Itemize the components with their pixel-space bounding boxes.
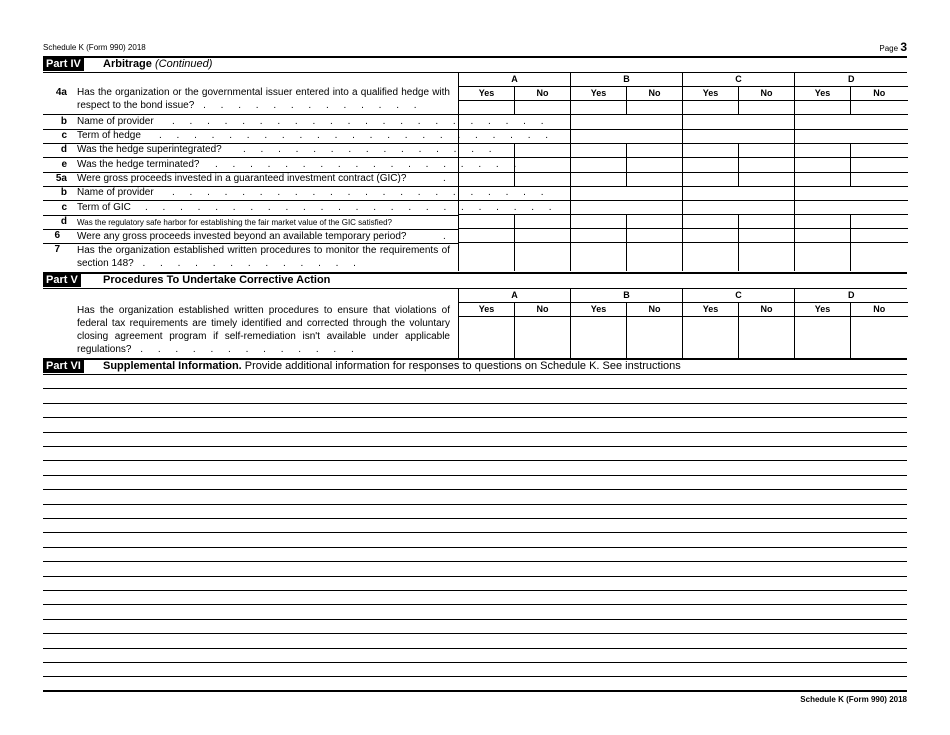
text-cell-5b-d[interactable] (795, 186, 908, 200)
supplemental-line (43, 561, 907, 562)
answer-cell-4a-d-no[interactable] (851, 100, 908, 114)
page-label: Page (879, 44, 899, 53)
answer-cell-4e-d-yes[interactable] (795, 157, 851, 172)
part4-title-main: Arbitrage (103, 58, 152, 70)
page-number (879, 40, 907, 54)
answer-cell-4a-c-yes[interactable] (683, 100, 739, 114)
answer-cell-5a-c-no[interactable] (739, 172, 795, 186)
answer-cell-5d-d-no[interactable] (851, 214, 908, 228)
supplemental-line (43, 504, 907, 505)
yes-header: Yes (795, 302, 851, 316)
question-number: 4a (55, 87, 67, 98)
question-text-5b: Name of provider (77, 187, 154, 198)
answer-cell-5a-a-no[interactable] (515, 172, 571, 186)
answer-cell-6-d-yes[interactable] (795, 228, 851, 242)
col-header-b: B (571, 288, 683, 302)
answer-cell-5d-c-no[interactable] (739, 214, 795, 228)
question-text-4d: Was the hedge superintegrated? (77, 144, 222, 155)
leader-dots: . . . . . . . . . . . . . (131, 344, 360, 355)
answer-cell-4a-b-yes[interactable] (571, 100, 627, 114)
answer-cell-4a-a-yes[interactable] (459, 100, 515, 114)
part5-title: Procedures To Undertake Corrective Action (103, 274, 331, 286)
supplemental-line (43, 576, 907, 577)
text-cell-5b-c[interactable] (683, 186, 795, 200)
part5-question-text: Has the organization established written procedures to ensure that violations of federal tax requirements are timely identified and corrected through the voluntary closing agreement program if self-remediation isn't available under applicable regulations? . . . . . . . . . . . . . (77, 305, 450, 355)
answer-cell-7-d-yes[interactable] (795, 242, 851, 271)
answer-cell-4d-d-yes[interactable] (795, 143, 851, 157)
leader-dots: . (443, 231, 446, 242)
answer-cell-4d-b-yes[interactable] (571, 143, 627, 157)
text-cell-4c-d[interactable] (795, 129, 908, 143)
form-id-footer: Schedule K (Form 990) 2018 (800, 695, 907, 704)
answer-cell-7-b-yes[interactable] (571, 242, 627, 271)
question-number: e (61, 159, 67, 170)
answer-cell-5a-d-no[interactable] (851, 172, 908, 186)
answer-cell-4a-c-no[interactable] (739, 100, 795, 114)
supplemental-line (43, 532, 907, 533)
question-text-6: Were any gross proceeds invested beyond an available temporary period? (77, 231, 407, 242)
answer-cell-5d-d-yes[interactable] (795, 214, 851, 228)
question-number: 5a (55, 173, 67, 184)
text-cell-5c-b[interactable] (571, 200, 683, 214)
answer-cell-7-c-no[interactable] (739, 242, 795, 271)
answer-cell-4e-b-no[interactable] (627, 157, 683, 172)
leader-dots: . . . . . . . . . . . . . . . . . . . . . . (172, 116, 550, 127)
answer-cell-4e-a-no[interactable] (515, 157, 571, 172)
yes-header: Yes (571, 302, 627, 316)
col-header-d: D (795, 72, 908, 86)
answer-cell-p5-b-yes[interactable] (571, 316, 627, 358)
supplemental-line (43, 432, 907, 433)
answer-cell-5a-b-no[interactable] (627, 172, 683, 186)
text-cell-4b-d[interactable] (795, 114, 908, 129)
answer-cell-5d-a-no[interactable] (515, 214, 571, 228)
supplemental-line (43, 374, 907, 375)
answer-cell-p5-c-yes[interactable] (683, 316, 739, 358)
leader-dots: . . . . . . . . . . . . . (194, 100, 423, 111)
answer-cell-5a-d-yes[interactable] (795, 172, 851, 186)
answer-cell-5a-b-yes[interactable] (571, 172, 627, 186)
no-header: No (627, 302, 683, 316)
no-header: No (739, 86, 795, 100)
part6-subtitle: Provide additional information for responses to questions on Schedule K. See instructions (244, 360, 681, 372)
leader-dots: . . . . . . . . . . . . . . . . . . . . . . . . (145, 202, 558, 213)
question-text-7: Has the organization established written procedures to monitor the requirements of section 148? . . . . . . . . . . . . . (77, 245, 450, 269)
no-header: No (515, 302, 571, 316)
answer-cell-p5-a-no[interactable] (515, 316, 571, 358)
answer-cell-p5-b-no[interactable] (627, 316, 683, 358)
question-number: c (61, 202, 67, 213)
col-header-b: B (571, 72, 683, 86)
text-cell-4c-c[interactable] (683, 129, 795, 143)
text-cell-5c-c[interactable] (683, 200, 795, 214)
answer-cell-7-d-no[interactable] (851, 242, 908, 271)
no-header: No (851, 86, 908, 100)
answer-cell-4d-c-no[interactable] (739, 143, 795, 157)
answer-cell-6-a-yes[interactable] (459, 228, 515, 242)
leader-dots: . . . . . . . . . . . . . . . . . . (215, 159, 523, 170)
part6-title-main: Supplemental Information. (103, 360, 242, 372)
supplemental-line (43, 475, 907, 476)
supplemental-line (43, 633, 907, 634)
question-number: 7 (54, 244, 60, 255)
part4-title (103, 57, 212, 71)
supplemental-line (43, 619, 907, 620)
yes-header: Yes (459, 86, 515, 100)
question-number: d (60, 216, 67, 227)
text-cell-4b-c[interactable] (683, 114, 795, 129)
no-header: No (739, 302, 795, 316)
part4-tag: Part IV (43, 57, 84, 71)
answer-cell-4e-d-no[interactable] (851, 157, 908, 172)
question-text-5c: Term of GIC (77, 202, 131, 213)
col-header-a: A (459, 72, 571, 86)
answer-cell-5d-b-yes[interactable] (571, 214, 627, 228)
question-text-4a: Has the organization or the governmental issuer entered into a qualified hedge with respect to the bond issue? . . . . . . . . . . . . . (77, 87, 450, 111)
yes-header: Yes (459, 302, 515, 316)
text-cell-4b-b[interactable] (571, 114, 683, 129)
answer-cell-p5-d-no[interactable] (851, 316, 908, 358)
answer-cell-6-b-no[interactable] (627, 228, 683, 242)
leader-dots: . . . . . . . . . . . . . (133, 258, 362, 269)
answer-cell-4a-b-no[interactable] (627, 100, 683, 114)
answer-cell-4d-c-yes[interactable] (683, 143, 739, 157)
form-id-header: Schedule K (Form 990) 2018 (43, 43, 146, 52)
part6-title (103, 359, 681, 373)
supplemental-line (43, 648, 907, 649)
supplemental-line (43, 676, 907, 677)
supplemental-line (43, 403, 907, 404)
supplemental-line (43, 417, 907, 418)
answer-cell-4e-c-yes[interactable] (683, 157, 739, 172)
answer-cell-4d-b-no[interactable] (627, 143, 683, 157)
answer-cell-p5-a-yes[interactable] (459, 316, 515, 358)
col-header-c: C (683, 72, 795, 86)
answer-cell-7-a-yes[interactable] (459, 242, 515, 271)
answer-cell-6-c-no[interactable] (739, 228, 795, 242)
question-text-5d: Was the regulatory safe harbor for establishing the fair market value of the GIC satisfied? (77, 218, 392, 227)
col-header-c: C (683, 288, 795, 302)
text-cell-5b-b[interactable] (571, 186, 683, 200)
supplemental-line (43, 446, 907, 447)
answer-cell-6-b-yes[interactable] (571, 228, 627, 242)
supplemental-line (43, 388, 907, 389)
col-header-a: A (459, 288, 571, 302)
answer-cell-p5-d-yes[interactable] (795, 316, 851, 358)
no-header: No (851, 302, 908, 316)
question-text-5a: Were gross proceeds invested in a guaranteed investment contract (GIC)? (77, 173, 407, 184)
answer-cell-7-a-no[interactable] (515, 242, 571, 271)
question-text-4c: Term of hedge (77, 130, 141, 141)
answer-cell-7-c-yes[interactable] (683, 242, 739, 271)
supplemental-line (43, 518, 907, 519)
no-header: No (627, 86, 683, 100)
answer-cell-p5-c-no[interactable] (739, 316, 795, 358)
supplemental-line (43, 604, 907, 605)
answer-cell-5a-c-yes[interactable] (683, 172, 739, 186)
text-cell-5c-d[interactable] (795, 200, 908, 214)
leader-dots: . . . . . . . . . . . . . . . . . . . . . . (172, 187, 550, 198)
yes-header: Yes (683, 86, 739, 100)
answer-cell-6-c-yes[interactable] (683, 228, 739, 242)
answer-cell-4e-b-yes[interactable] (571, 157, 627, 172)
supplemental-line (43, 547, 907, 548)
page-num: 3 (900, 40, 907, 54)
question-number: c (61, 130, 67, 141)
leader-dots: . (443, 173, 446, 184)
answer-cell-4e-c-no[interactable] (739, 157, 795, 172)
answer-cell-4a-d-yes[interactable] (795, 100, 851, 114)
supplemental-line (43, 590, 907, 591)
col-header-d: D (795, 288, 908, 302)
question-text-4e: Was the hedge terminated? (77, 159, 200, 170)
answer-cell-5d-a-yes[interactable] (459, 214, 515, 228)
answer-cell-4a-a-no[interactable] (515, 100, 571, 114)
part4-answer-grid (458, 72, 908, 271)
answer-cell-6-a-no[interactable] (515, 228, 571, 242)
answer-cell-5d-c-yes[interactable] (683, 214, 739, 228)
part5-answer-grid (458, 288, 908, 358)
question-text-4b: Name of provider (77, 116, 154, 127)
supplemental-line (43, 489, 907, 490)
question-number: 6 (54, 230, 60, 241)
question-number: d (60, 144, 67, 155)
footer-rule (43, 690, 907, 692)
leader-dots: . . . . . . . . . . . . . . . (243, 144, 498, 155)
answer-cell-7-b-no[interactable] (627, 242, 683, 271)
yes-header: Yes (795, 86, 851, 100)
answer-cell-4d-d-no[interactable] (851, 143, 908, 157)
part6-tag: Part VI (43, 359, 84, 373)
leader-dots: . . . . . . . . . . . . . . . . . . . . . . . (159, 130, 555, 141)
yes-header: Yes (571, 86, 627, 100)
answer-cell-5a-a-yes[interactable] (459, 172, 515, 186)
question-number: b (60, 187, 67, 198)
part5-tag: Part V (43, 273, 81, 287)
answer-cell-6-d-no[interactable] (851, 228, 908, 242)
part4-title-suffix: (Continued) (154, 58, 213, 70)
supplemental-line (43, 460, 907, 461)
no-header: No (515, 86, 571, 100)
answer-cell-5d-b-no[interactable] (627, 214, 683, 228)
supplemental-line (43, 662, 907, 663)
question-number: b (60, 116, 67, 127)
answer-cell-4d-a-no[interactable] (515, 143, 571, 157)
yes-header: Yes (683, 302, 739, 316)
text-cell-4c-b[interactable] (571, 129, 683, 143)
